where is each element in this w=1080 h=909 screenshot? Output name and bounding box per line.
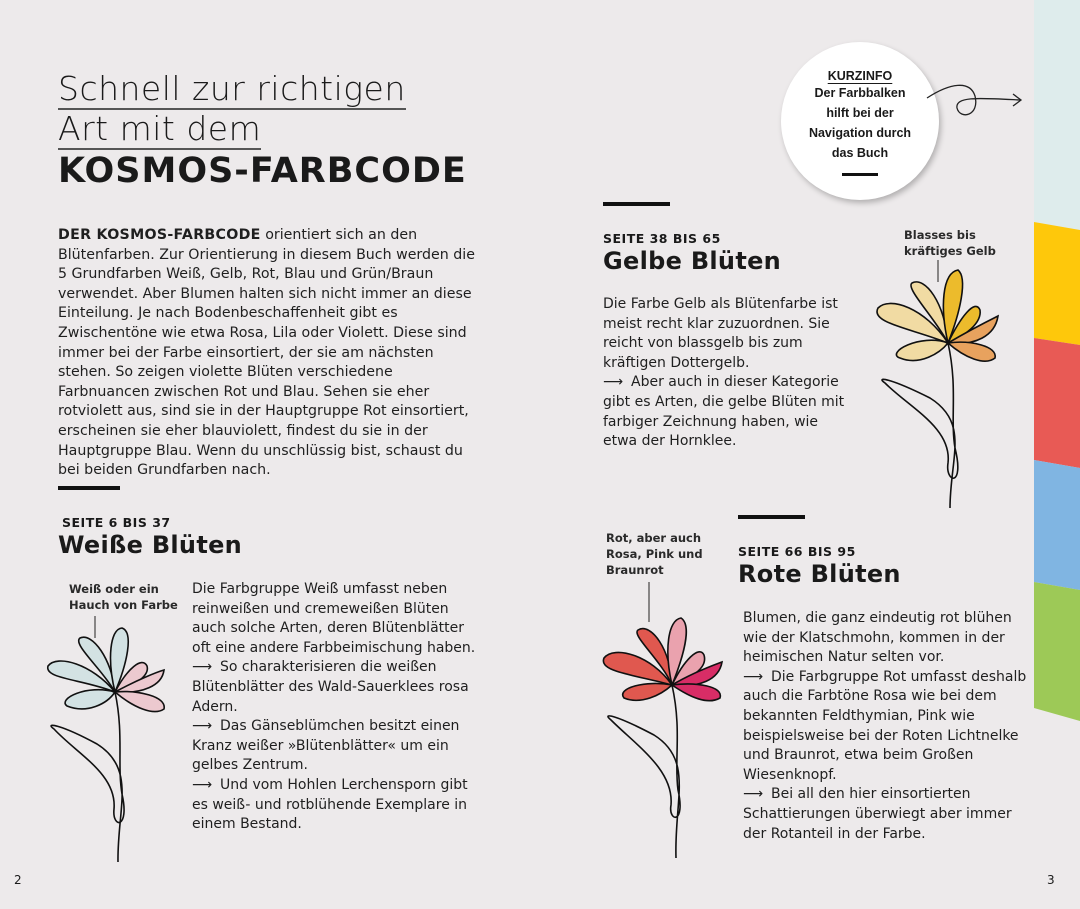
red-caption-line-1: Rot, aber auch	[606, 531, 702, 545]
red-caption	[606, 530, 703, 578]
arrow-icon: ⟶	[192, 776, 213, 793]
color-bar-yellow	[1034, 222, 1080, 345]
intro-paragraph	[58, 226, 478, 481]
arrow-icon: ⟶	[743, 786, 764, 803]
white-flower-illustration	[42, 614, 172, 864]
yellow-p1: Die Farbe Gelb als Blütenfarbe ist meist recht klar zuzuordnen. Sie reicht von blassgelb bis zum kräftigen Dottergelb.	[603, 296, 838, 371]
red-heading: Rote Blüten	[738, 560, 901, 588]
white-p2: So charakterisieren die weißen Blütenblätter des Wald-Sauerklees rosa Adern.	[192, 659, 469, 715]
red-p3: Bei all den hier einsortierten Schattierungen überwiegt aber immer der Rotanteil in der Farbe.	[743, 786, 1012, 842]
intro-text: orientiert sich an den Blütenfarben. Zur Orientierung in diesem Buch werden die 5 Grundfarben Weiß, Gelb, Rot, Blau und Grün/Braun verwendet. Aber Blumen halten sich nicht immer an diese Einteilung. Je nach Bodenbeschaffenheit gibt es Zwischentöne wie etwa Rosa, Lila oder Violett. Diese sind immer bei der Farbe einsortiert, der sie am nächsten stehen. So zeigen violette Blüten verschiedene Farbnuancen zwischen Rot und Blau. Sehen sie eher rotviolett aus, sind sie in der Hauptgruppe Rot einsortiert, erscheinen sie eher blauviolett, findest du sie in der Hauptgruppe Blau. Wenn du unschlüssig bist, schaust du bei beiden Grundfarben nach.	[58, 227, 475, 479]
red-caption-line-3: Braunrot	[606, 563, 664, 577]
color-bar-white	[1034, 0, 1080, 230]
page-number-left: 2	[14, 873, 22, 887]
yellow-caption-line-2: kräftiges Gelb	[904, 244, 996, 258]
yellow-caption	[904, 227, 996, 259]
kurzinfo-bar	[842, 173, 878, 176]
white-heading: Weiße Blüten	[58, 531, 243, 559]
red-caption-line-2: Rosa, Pink und	[606, 547, 703, 561]
kurzinfo-line-3: Navigation durch	[808, 126, 912, 140]
color-bar-blue	[1034, 460, 1080, 590]
white-pages: SEITE 6 BIS 37	[62, 515, 171, 530]
red-p2: Die Farbgruppe Rot umfasst deshalb auch die Farbtöne Rosa wie bei dem bekannten Feldthymian, Pink wie beispielsweise bei der Roten Lichtnelke und Braunrot, etwa beim Großen Wiesenknopf.	[743, 668, 1027, 783]
color-bar-red	[1034, 338, 1080, 468]
red-body	[743, 609, 1028, 844]
red-section-rule	[738, 515, 805, 519]
arrow-icon: ⟶	[743, 668, 764, 685]
red-p1: Blumen, die ganz eindeutig rot blühen wie der Klatschmohn, kommen in der heimischen Natur selten vor.	[743, 610, 1012, 666]
red-pages: SEITE 66 BIS 95	[738, 544, 856, 559]
intro-lead: DER KOSMOS-FARBCODE	[58, 227, 261, 243]
white-body	[192, 580, 482, 835]
kurzinfo-line-1: Der Farbbalken	[814, 86, 906, 100]
yellow-body	[603, 295, 853, 452]
curly-arrow-icon	[925, 78, 1025, 123]
color-navigation-bar	[1034, 0, 1080, 909]
title-line-1: Schnell zur richtigen	[58, 69, 406, 108]
page-title	[58, 70, 467, 192]
kurzinfo-line-2: hilft bei der	[826, 106, 894, 120]
yellow-flower-illustration	[870, 258, 1010, 513]
kurzinfo-label: KURZINFO	[827, 69, 893, 83]
title-line-2: Art mit dem	[58, 109, 262, 148]
kurzinfo-line-4: das Buch	[831, 146, 889, 160]
white-p4: Und vom Hohlen Lerchensporn gibt es weiß- und rotblühende Exemplare in einem Bestand.	[192, 776, 468, 833]
white-p3: Das Gänseblümchen besitzt einen Kranz weißer »Blütenblätter« um ein gelbes Zentrum.	[192, 718, 460, 774]
color-bar-green	[1034, 582, 1080, 721]
yellow-pages: SEITE 38 BIS 65	[603, 231, 721, 246]
kurzinfo-badge	[781, 42, 939, 200]
yellow-section-rule	[603, 202, 670, 206]
white-caption-line-2: Hauch von Farbe	[69, 598, 178, 612]
white-p1: Die Farbgruppe Weiß umfasst neben reinweißen und cremeweißen Blüten auch solche Arten, deren Blütenblätter oft eine andere Farbbeimischung haben.	[192, 581, 476, 656]
white-section-rule	[58, 486, 120, 490]
yellow-heading: Gelbe Blüten	[603, 247, 782, 275]
arrow-icon: ⟶	[192, 718, 213, 735]
title-line-3: KOSMOS-FARBCODE	[58, 151, 467, 191]
yellow-p2: Aber auch in dieser Kategorie gibt es Arten, die gelbe Blüten mit farbiger Zeichnung haben, wie etwa der Hornklee.	[603, 374, 845, 450]
page-number-right: 3	[1047, 873, 1055, 887]
white-caption-line-1: Weiß oder ein	[69, 582, 159, 596]
yellow-caption-line-1: Blasses bis	[904, 228, 976, 242]
arrow-icon: ⟶	[603, 374, 624, 391]
red-flower-illustration	[596, 580, 731, 860]
arrow-icon: ⟶	[192, 659, 213, 676]
white-caption	[69, 581, 178, 613]
